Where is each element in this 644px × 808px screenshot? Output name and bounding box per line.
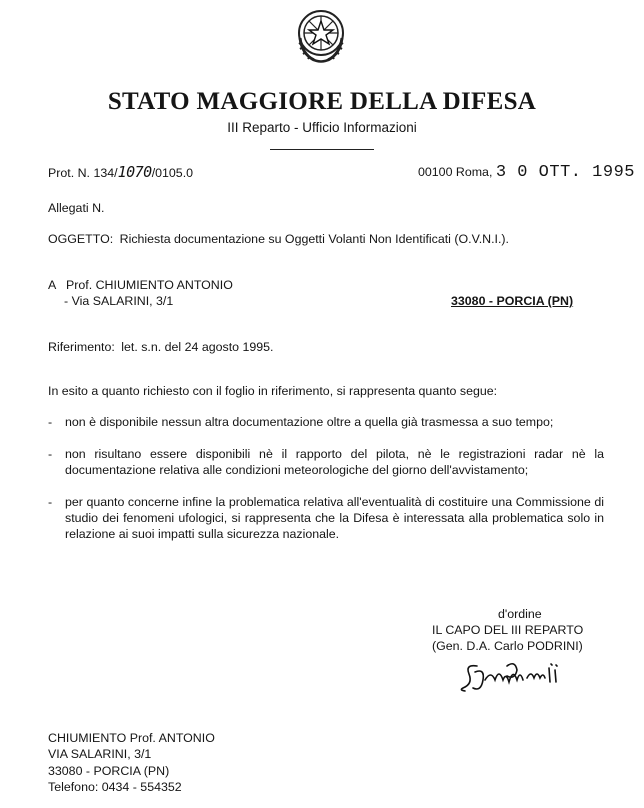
department-subtitle: III Reparto - Ufficio Informazioni — [227, 120, 417, 135]
list-bullet: - — [48, 415, 53, 429]
protocol-suffix: /0105.0 — [151, 166, 194, 180]
footer-phone: Telefono: 0434 - 554352 — [48, 780, 182, 795]
place: 00100 Roma, — [418, 165, 493, 179]
place-date — [418, 162, 635, 184]
signature-order: d'ordine — [498, 607, 542, 621]
stamped-date: 3 0 OTT. 1995 — [495, 163, 635, 182]
subject-line — [48, 231, 509, 247]
protocol-prefix: Prot. N. 134/ — [48, 166, 118, 180]
protocol-number — [48, 163, 193, 183]
attachments-label: Allegati N. — [48, 201, 105, 215]
list-item-text: per quanto concerne infine la problematica relativa all'eventualità di costituire una Commissione di studio dei fenomeni ufologici, si rappresenta che la Difesa è interessata alla problematica solo in relazione ai suoi impatti sulla sicurezza nazionale. — [65, 495, 604, 542]
italian-republic-emblem-icon — [292, 4, 350, 64]
subject-label: OGGETTO: — [48, 232, 114, 246]
protocol-handwritten-number: 1070 — [117, 163, 152, 181]
list-item — [48, 494, 604, 542]
footer-street: VIA SALARINI, 3/1 — [48, 747, 152, 762]
header-divider — [270, 149, 374, 150]
recipient-name: Prof. CHIUMIENTO ANTONIO — [66, 278, 233, 292]
institution-title: STATO MAGGIORE DELLA DIFESA — [107, 88, 537, 115]
handwritten-signature-icon — [455, 658, 575, 698]
signature-title: IL CAPO DEL III REPARTO — [432, 623, 584, 638]
reference-line — [48, 339, 274, 355]
reference-text: let. s.n. del 24 agosto 1995. — [121, 340, 274, 354]
reference-label: Riferimento: — [48, 340, 115, 354]
list-item-text: non risultano essere disponibili nè il rapporto del pilota, nè le registrazioni radar nè la documentazione relativa alle condizioni meteorologiche del giorno dell'avvistamento; — [65, 447, 604, 478]
list-item — [48, 446, 604, 478]
signature-name: (Gen. D.A. Carlo PODRINI) — [432, 639, 583, 654]
subject-text: Richiesta documentazione su Oggetti Volanti Non Identificati (O.V.N.I.). — [119, 232, 509, 246]
recipient-city: 33080 - PORCIA (PN) — [451, 294, 574, 308]
recipient-prefix: A — [48, 278, 57, 292]
signature-block — [432, 606, 612, 654]
footer-name: CHIUMIENTO Prof. ANTONIO — [48, 731, 215, 745]
footer-city: 33080 - PORCIA (PN) — [48, 763, 170, 778]
list-item — [48, 414, 604, 430]
list-bullet: - — [48, 447, 53, 461]
list-item-text: non è disponibile nessun altra documentazione oltre a quella già trasmessa a suo tempo; — [65, 415, 554, 429]
footer-address — [48, 730, 215, 796]
recipient-street: - Via SALARINI, 3/1 — [64, 294, 174, 308]
body-intro: In esito a quanto richiesto con il foglio in riferimento, si rappresenta quanto segue: — [48, 384, 498, 398]
list-bullet: - — [48, 495, 53, 509]
